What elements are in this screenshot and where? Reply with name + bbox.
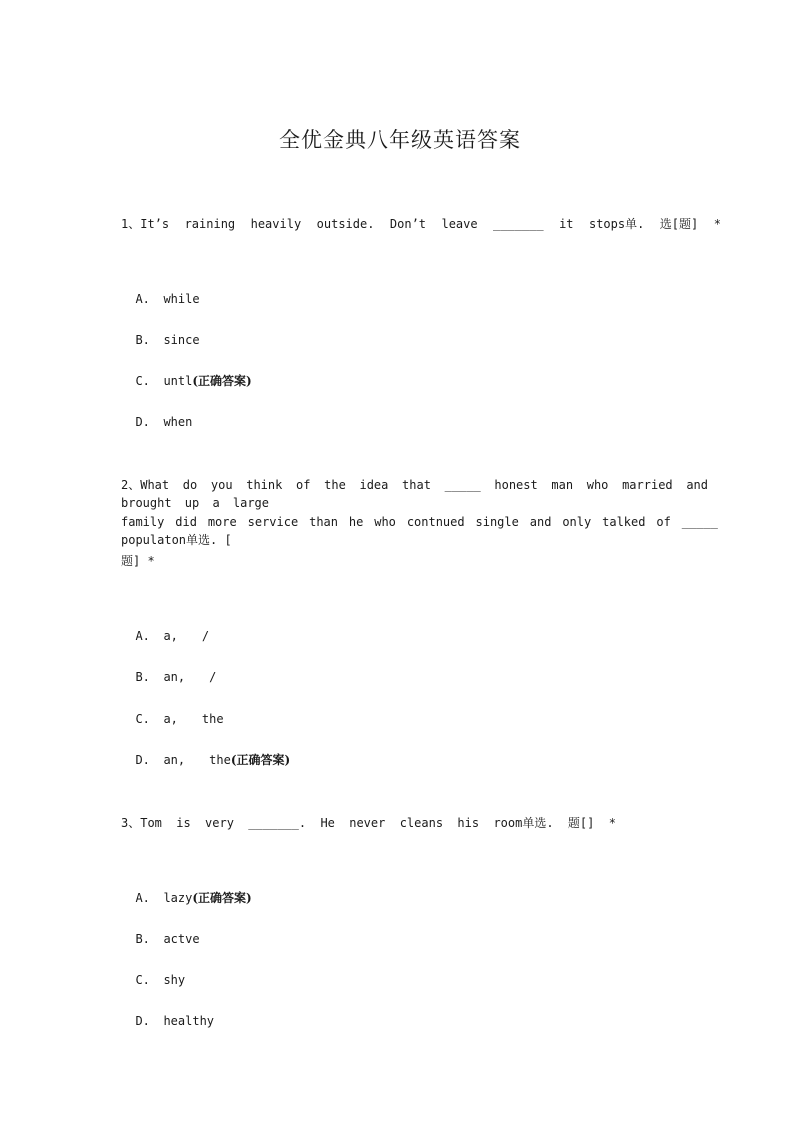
q2-word: idea xyxy=(359,478,389,492)
option-extra: / xyxy=(209,670,217,684)
q3-word: 3、Tom xyxy=(121,816,162,830)
q2-word: he xyxy=(348,515,364,529)
correct-answer-mark: (正确答案) xyxy=(230,753,291,767)
q1-word: 选[题] xyxy=(659,217,699,231)
option-text: an, xyxy=(163,753,186,767)
option-text: lazy xyxy=(163,891,193,905)
option-label: C. xyxy=(135,973,150,987)
q2-word: that xyxy=(402,478,431,492)
q2-word: who xyxy=(374,515,396,529)
q2-word: the xyxy=(324,478,346,492)
option-label: D. xyxy=(135,1014,150,1028)
q1-word: heavily xyxy=(250,217,302,231)
required-marker: * xyxy=(713,217,721,231)
q2-option-a[interactable] xyxy=(121,612,209,644)
page-title: 全优金典八年级英语答案 xyxy=(279,128,521,152)
q1-option-c[interactable] xyxy=(121,357,252,389)
question-2-line-1 xyxy=(121,477,708,493)
q2-option-d[interactable] xyxy=(121,736,290,768)
option-label: B. xyxy=(135,932,150,946)
question-2-line-3 xyxy=(121,514,718,530)
q1-word: leave xyxy=(441,217,478,231)
q2-word: talked xyxy=(602,515,646,529)
q2-word: contnued xyxy=(406,515,465,529)
q3-blank: _______. xyxy=(248,816,307,830)
q1-word: stops单. xyxy=(588,217,645,231)
question-2-line-2 xyxy=(121,495,269,511)
option-label: D. xyxy=(135,753,150,767)
q2-word: honest xyxy=(494,478,538,492)
option-label: D. xyxy=(135,415,150,429)
q3-word: very xyxy=(205,816,234,830)
q2-blank: _____ xyxy=(681,515,718,529)
option-label: A. xyxy=(135,629,150,643)
q2-word: do xyxy=(182,478,198,492)
q2-word: only xyxy=(562,515,592,529)
q2-word: family xyxy=(121,515,165,529)
q2-word: who xyxy=(586,478,609,492)
option-text: since xyxy=(163,333,200,347)
option-text: healthy xyxy=(163,1014,215,1028)
question-2-line-4: populaton单选. [ xyxy=(121,533,232,547)
q2-blank: _____ xyxy=(444,478,481,492)
q1-word: 1、It’s xyxy=(121,217,170,231)
option-label: B. xyxy=(135,670,150,684)
q3-option-d[interactable] xyxy=(121,997,214,1029)
q2-word: of xyxy=(296,478,311,492)
q2-word: you xyxy=(210,478,233,492)
option-text: a, xyxy=(163,712,178,726)
q1-word: outside. xyxy=(316,217,375,231)
required-marker: * xyxy=(608,816,616,830)
q3-word: never xyxy=(349,816,386,830)
q3-word: cleans xyxy=(399,816,444,830)
q1-option-d[interactable] xyxy=(121,398,192,430)
question-2-line-5: 题] * xyxy=(121,554,155,568)
q3-word: 题[] xyxy=(567,816,595,830)
q2-option-c[interactable] xyxy=(121,695,224,727)
q1-blank: _______ xyxy=(493,217,544,231)
q3-word: room单选. xyxy=(493,816,554,830)
q2-word: of xyxy=(656,515,671,529)
option-extra: the xyxy=(201,712,224,726)
correct-answer-mark: (正确答案) xyxy=(192,891,252,905)
q2-word: than xyxy=(309,515,338,529)
option-label: C. xyxy=(135,712,150,726)
option-extra: the xyxy=(209,753,231,767)
q1-word: it xyxy=(559,217,574,231)
q1-option-a[interactable] xyxy=(121,275,200,307)
q2-word: and xyxy=(686,478,708,492)
q2-word: 2、What xyxy=(121,478,170,492)
question-3-text xyxy=(121,815,616,831)
q2-word: think xyxy=(246,478,283,492)
q1-option-b[interactable] xyxy=(121,316,200,348)
q2-word: single xyxy=(475,515,519,529)
q2-word: a xyxy=(212,496,220,510)
option-text: an, xyxy=(163,670,186,684)
correct-answer-mark: (正确答案) xyxy=(192,374,252,388)
q3-word: is xyxy=(176,816,191,830)
q1-word: raining xyxy=(184,217,236,231)
option-text: shy xyxy=(163,973,186,987)
option-label: A. xyxy=(135,292,150,306)
option-text: actve xyxy=(163,932,200,946)
q2-word: large xyxy=(232,496,269,510)
option-text: a, xyxy=(163,629,178,643)
q2-option-b[interactable] xyxy=(121,653,216,685)
q2-word: more xyxy=(207,515,237,529)
option-label: B. xyxy=(135,333,150,347)
q2-word: did xyxy=(175,515,197,529)
q2-word: man xyxy=(551,478,574,492)
option-extra: / xyxy=(201,629,210,643)
q2-word: service xyxy=(247,515,299,529)
q2-word: married xyxy=(622,478,673,492)
q2-word: and xyxy=(529,515,552,529)
question-1-text xyxy=(121,216,721,232)
option-text: when xyxy=(163,415,193,429)
q3-option-a[interactable] xyxy=(121,874,252,906)
q3-word: his xyxy=(457,816,480,830)
option-label: A. xyxy=(135,891,150,905)
q3-word: He xyxy=(320,816,335,830)
option-label: C. xyxy=(135,374,150,388)
q3-option-b[interactable] xyxy=(121,915,200,947)
option-text: while xyxy=(163,292,200,306)
q3-option-c[interactable] xyxy=(121,956,185,988)
q2-word: brought xyxy=(121,496,172,510)
option-text: untl xyxy=(163,374,193,388)
q1-word: Don’t xyxy=(389,217,427,231)
q2-word: up xyxy=(184,496,200,510)
